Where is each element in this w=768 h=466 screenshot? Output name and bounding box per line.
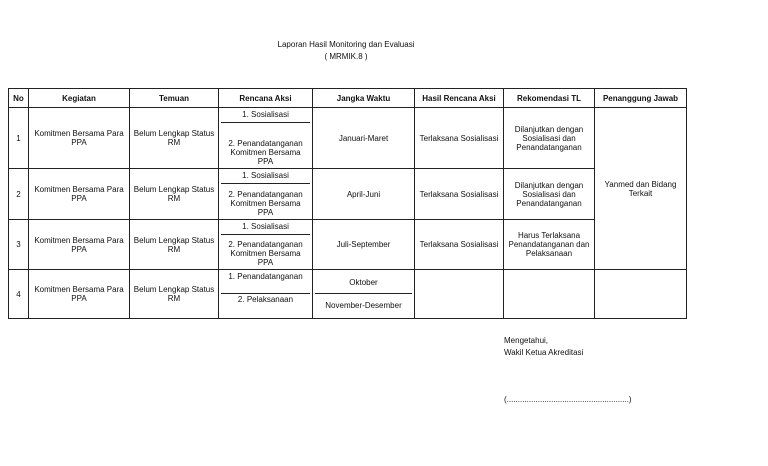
plan-item: 1. Sosialisasi	[221, 221, 310, 235]
plan-item	[221, 123, 310, 167]
col-header-rencana-aksi: Rencana Aksi	[219, 89, 313, 108]
table-row	[9, 270, 687, 319]
cell-temuan: Belum Lengkap Status RM	[130, 220, 219, 270]
col-header-hasil: Hasil Rencana Aksi	[415, 89, 504, 108]
cell-rekomendasi: Dilanjutkan dengan Sosialisasi dan Penandatanganan	[504, 169, 595, 220]
cell-rencana-aksi	[219, 270, 313, 319]
table-row	[9, 169, 687, 220]
cell-rekomendasi	[504, 270, 595, 319]
cell-temuan: Belum Lengkap Status RM	[130, 108, 219, 169]
plan-item	[221, 235, 310, 268]
cell-no: 2	[9, 169, 29, 220]
col-header-rekomendasi: Rekomendasi TL	[504, 89, 595, 108]
col-header-jangka-waktu: Jangka Waktu	[313, 89, 415, 108]
col-header-penanggung-jawab: Penanggung Jawab	[595, 89, 687, 108]
monitoring-table	[8, 88, 687, 319]
col-header-kegiatan: Kegiatan	[29, 89, 130, 108]
plan-item-text: 2. Penandatanganan Komitmen Bersama PPA	[228, 240, 303, 267]
plan-item: 1. Sosialisasi	[221, 170, 310, 184]
period-item: November-Desember	[325, 301, 402, 310]
cell-penanggung-jawab-empty	[595, 270, 687, 319]
cell-hasil: Terlaksana Sosialisasi	[415, 108, 504, 169]
report-code: ( MRMIK.8 )	[324, 52, 368, 61]
cell-jangka-waktu: Juli-September	[313, 220, 415, 270]
cell-hasil: Terlaksana Sosialisasi	[415, 220, 504, 270]
cell-jangka-waktu: April-Juni	[313, 169, 415, 220]
col-header-temuan: Temuan	[130, 89, 219, 108]
signature-role: Wakil Ketua Akreditasi	[504, 348, 584, 357]
header-row	[9, 89, 687, 108]
cell-kegiatan: Komitmen Bersama Para PPA	[29, 220, 130, 270]
cell-jangka-waktu	[313, 270, 415, 319]
cell-kegiatan: Komitmen Bersama Para PPA	[29, 270, 130, 319]
cell-rekomendasi: Dilanjutkan dengan Sosialisasi dan Penandatanganan	[504, 108, 595, 169]
col-header-no: No	[9, 89, 29, 108]
cell-no: 4	[9, 270, 29, 319]
signature-blank: (.......................................................)	[504, 395, 632, 404]
plan-item	[221, 184, 310, 218]
cell-hasil: Terlaksana Sosialisasi	[415, 169, 504, 220]
period-item: Oktober	[315, 271, 412, 294]
plan-item: 1. Sosialisasi	[221, 109, 310, 123]
plan-item-text: 2. Penandatanganan Komitmen Bersama PPA	[228, 190, 303, 217]
plan-item: 2. Pelaksanaan	[237, 295, 294, 304]
signature-acknowledge: Mengetahui,	[504, 336, 549, 345]
plan-item: 1. Penandatanganan	[221, 271, 310, 294]
cell-temuan: Belum Lengkap Status RM	[130, 270, 219, 319]
cell-penanggung-jawab: Yanmed dan Bidang Terkait	[595, 108, 687, 270]
cell-kegiatan: Komitmen Bersama Para PPA	[29, 108, 130, 169]
cell-no: 3	[9, 220, 29, 270]
table-row	[9, 220, 687, 270]
cell-temuan: Belum Lengkap Status RM	[130, 169, 219, 220]
cell-rencana-aksi	[219, 108, 313, 169]
cell-no: 1	[9, 108, 29, 169]
cell-rekomendasi: Harus Terlaksana Penandatanganan dan Pelaksanaan	[504, 220, 595, 270]
table-row	[9, 108, 687, 169]
cell-jangka-waktu: Januari-Maret	[313, 108, 415, 169]
cell-rencana-aksi	[219, 220, 313, 270]
report-title: Laporan Hasil Monitoring dan Evaluasi	[277, 40, 415, 49]
cell-kegiatan: Komitmen Bersama Para PPA	[29, 169, 130, 220]
cell-rencana-aksi	[219, 169, 313, 220]
cell-hasil	[415, 270, 504, 319]
plan-item-text: 2. Penandatanganan Komitmen Bersama PPA	[228, 139, 303, 166]
